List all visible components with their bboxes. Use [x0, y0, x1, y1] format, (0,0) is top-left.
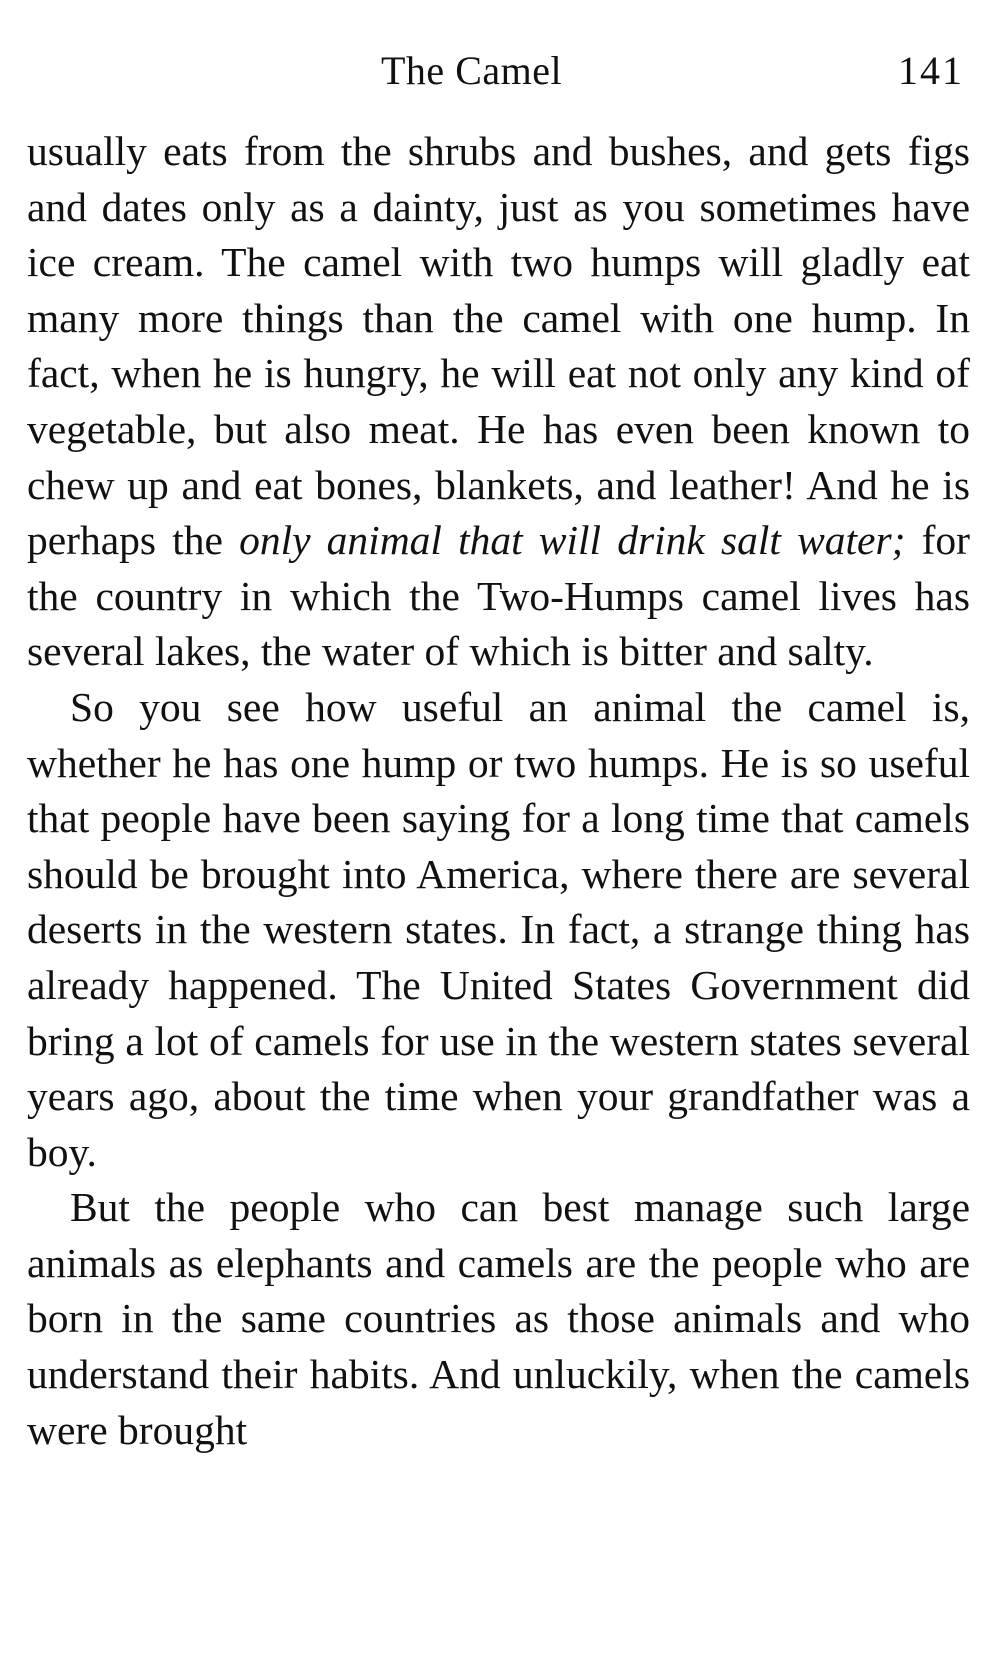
page-number: 141 [898, 48, 964, 93]
paragraph-1 [27, 124, 970, 680]
running-title: The Camel [381, 48, 563, 93]
paragraph-3: But the people who can best manage such large animals as elephants and camels are the people who are born in the same countries as those animals and who understand their habits. And unluckily, when the camels were brought [27, 1184, 970, 1453]
italic-emphasis: only animal that will drink salt water; [239, 517, 906, 564]
running-head [27, 36, 970, 106]
paragraph-1-text-start: usually eats from the shrubs and bushes, and gets figs and dates only as a dainty, just as you sometimes have ice cream. The camel with two humps will gladly eat many more things than the camel with one hump. In fact, when he is hungry, he will eat not only any kind of vegetable, but also meat. He has even been known to chew up and eat bones, blankets, and leather! And he is perhaps the [27, 128, 970, 564]
paragraph-2: So you see how useful an animal the camel is, whether he has one hump or two humps. He is so useful that people have been saying for a long time that camels should be brought into America, where there are several deserts in the western states. In fact, a strange thing has already happened. The United States Government did bring a lot of camels for use in the western states several years ago, about the time when your grandfather was a boy. [27, 683, 970, 1175]
body-text [27, 124, 970, 1458]
paragraph-1-text-end: for the country in which the Two-Humps camel lives has several lakes, the water of which is bitter and salty. [27, 517, 970, 675]
